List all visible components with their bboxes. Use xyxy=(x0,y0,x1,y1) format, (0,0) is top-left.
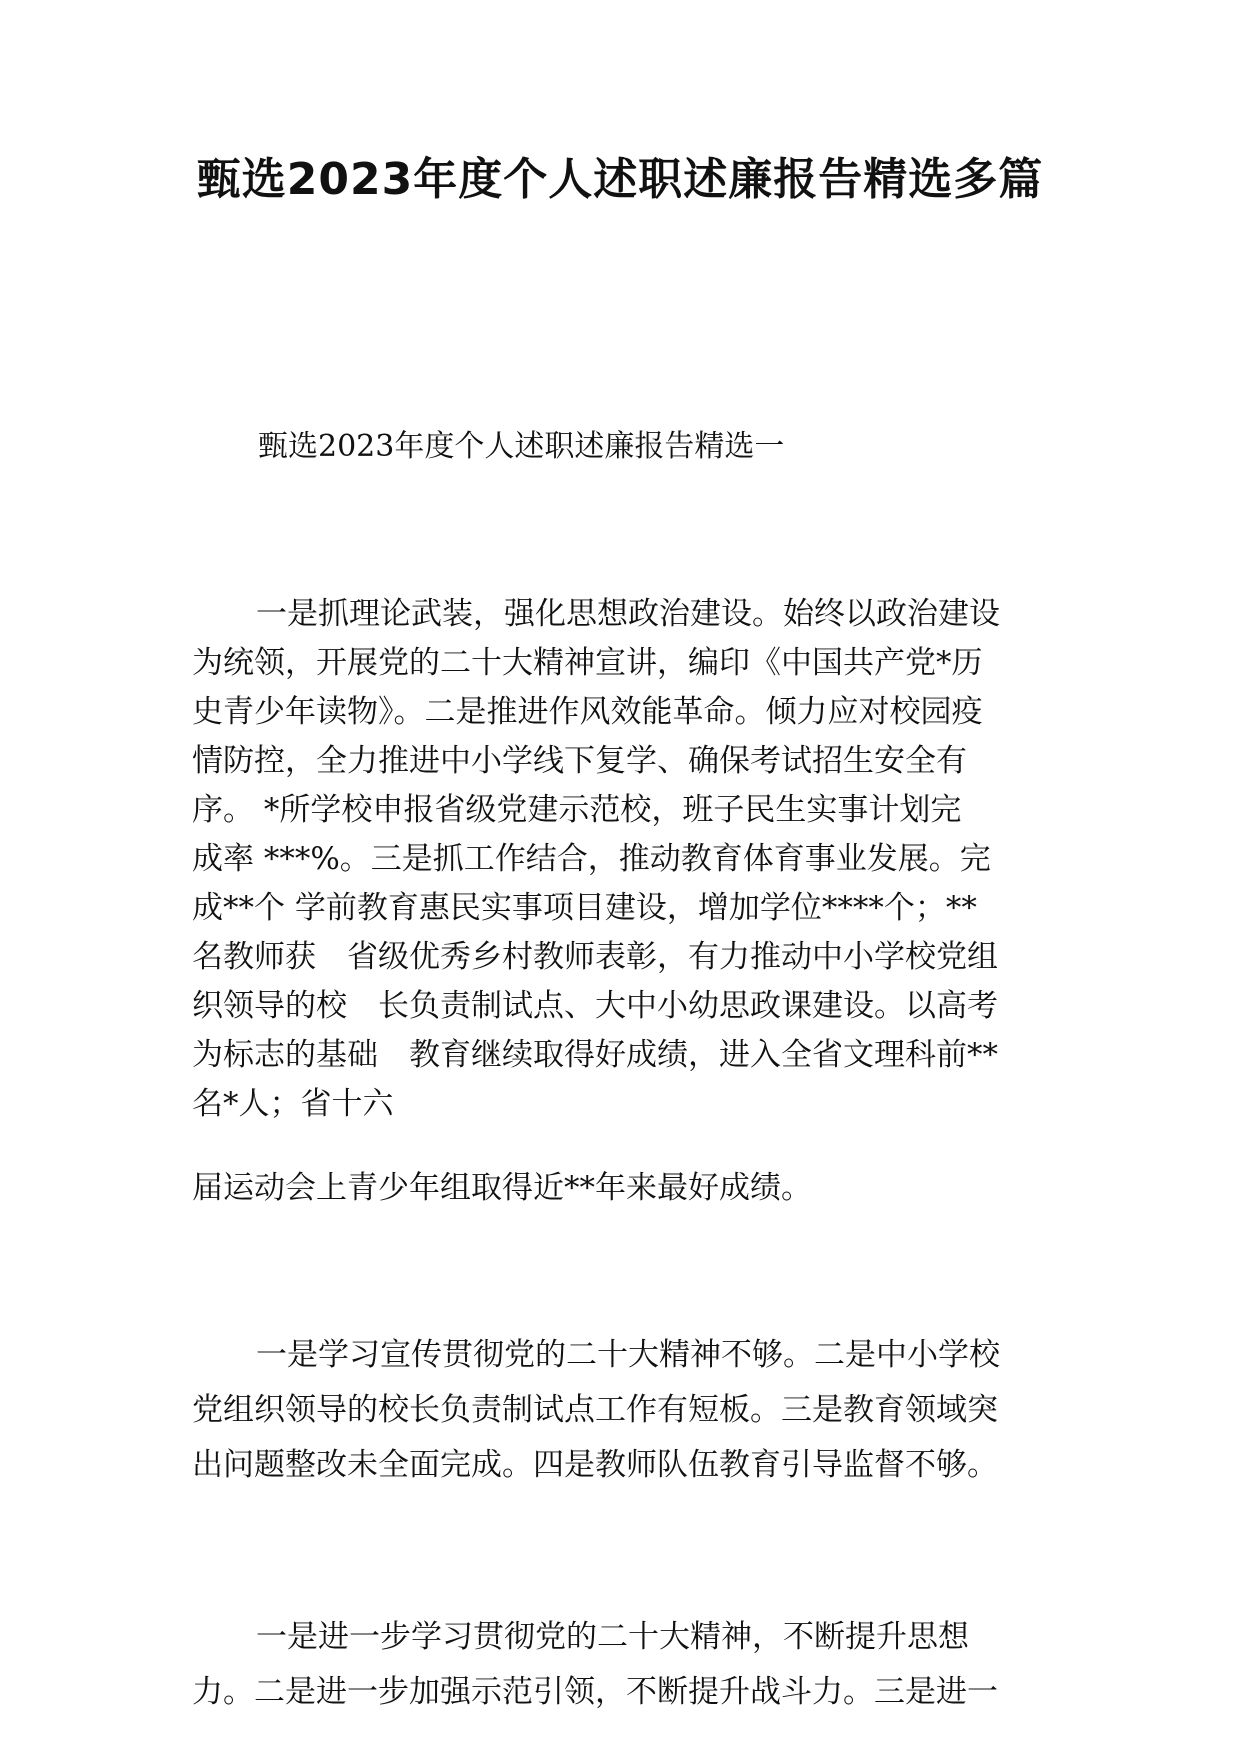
paragraph-line: 届运动会上青少年组取得近**年来最好成绩。 xyxy=(192,1170,812,1206)
paragraph-shortcomings xyxy=(192,1328,1062,1493)
document-title: 甄选2023年度个人述职述廉报告精选多篇 xyxy=(196,154,1044,205)
paragraph-line: 史青少年读物》。二是推进作风效能革命。倾力应对校园疫 xyxy=(192,694,983,730)
paragraph-line: 一是学习宣传贯彻党的二十大精神不够。二是中小学校 xyxy=(256,1337,1000,1373)
paragraph-line: 织领导的校 长负责制试点、大中小幼思政课建设。以高考 xyxy=(192,988,998,1024)
paragraph-line: 力。二是进一步加强示范引领，不断提升战斗力。三是进一 xyxy=(192,1674,998,1710)
paragraph-line: 序。 *所学校申报省级党建示范校，班子民生实事计划完 xyxy=(192,792,962,828)
paragraph-line: 一是抓理论武装，强化思想政治建设。始终以政治建设 xyxy=(256,596,1000,632)
paragraph-line: 情防控，全力推进中小学线下复学、确保考试招生安全有 xyxy=(192,743,967,779)
paragraph-achievements xyxy=(192,590,1062,1129)
paragraph-line: 成率 ***%。三是抓工作结合，推动教育体育事业发展。完 xyxy=(192,841,991,877)
paragraph-line: 一是进一步学习贯彻党的二十大精神，不断提升思想 xyxy=(256,1619,969,1655)
paragraph-improvements xyxy=(192,1610,1062,1720)
paragraph-line: 出问题整改未全面完成。四是教师队伍教育引导监督不够。 xyxy=(192,1447,998,1483)
paragraph-line: 名教师获 省级优秀乡村教师表彰，有力推动中小学校党组 xyxy=(192,939,998,975)
paragraph-achievements-tail xyxy=(192,1164,1062,1213)
paragraph-line: 为统领，开展党的二十大精神宣讲，编印《中国共产党*历 xyxy=(192,645,983,681)
paragraph-line: 党组织领导的校长负责制试点工作有短板。三是教育领域突 xyxy=(192,1392,998,1428)
section-heading: 甄选2023年度个人述职述廉报告精选一 xyxy=(258,429,785,464)
paragraph-line: 名*人；省十六 xyxy=(192,1086,394,1122)
paragraph-line: 为标志的基础 教育继续取得好成绩，进入全省文理科前** xyxy=(192,1037,998,1073)
paragraph-line: 成**个 学前教育惠民实事项目建设，增加学位****个；** xyxy=(192,890,977,926)
